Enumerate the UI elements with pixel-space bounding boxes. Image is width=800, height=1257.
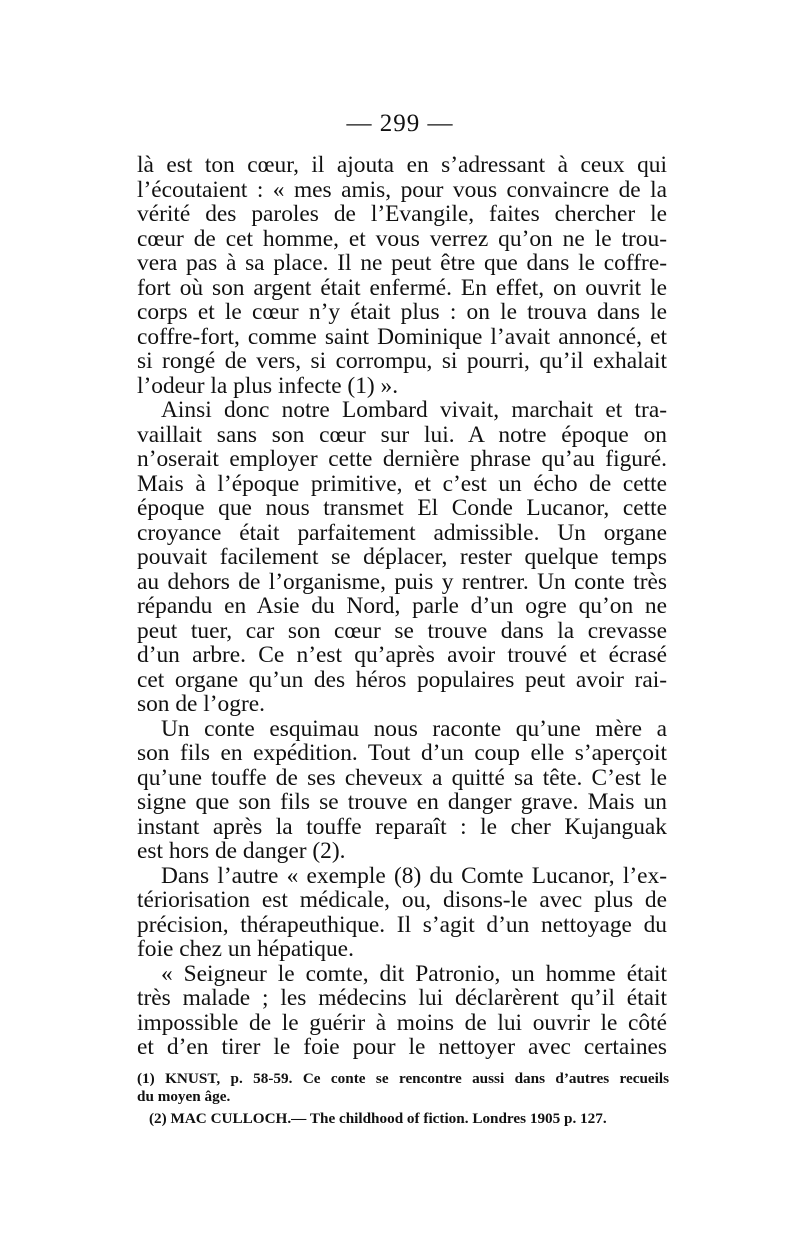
text-line: au dehors de l’organisme, puis y rentrer. Un conte très	[137, 568, 667, 595]
text-line: croyance était parfaitement admissible. Un organe	[137, 519, 667, 546]
text-line: Dans l’autre « exemple (8) du Comte Lucanor, l’ex-	[161, 862, 667, 889]
text-line: et d’en tirer le foie pour le nettoyer avec certaines	[137, 1034, 667, 1060]
text-line: époque que nous transmet El Conde Lucanor, cette	[137, 495, 667, 521]
text-line: pouvait facilement se déplacer, rester quelque temps	[137, 544, 667, 570]
text-line: répandu en Asie du Nord, parle d’un ogre qu’on ne	[137, 593, 667, 619]
text-line: vera pas à sa place. Il ne peut être que dans le coffre-	[137, 250, 667, 276]
text-line: son de l’ogre.	[137, 691, 265, 717]
text-line: n’oserait employer cette dernière phrase qu’au figuré.	[137, 446, 667, 472]
footnotes	[137, 1070, 669, 1128]
text-line: Ainsi donc notre Lombard vivait, marchait et tra-	[161, 397, 667, 423]
text-line: corps et le cœur n’y était plus : on le trouva dans le	[137, 299, 667, 325]
text-line: son fils en expédition. Tout d’un coup elle s’aperçoit	[137, 740, 667, 766]
text-line: « Seigneur le comte, dit Patronio, un homme était	[161, 960, 667, 987]
footnote-line: (1) KNUST, p. 58-59. Ce conte se rencontre aussi dans d’autres recueils	[137, 1070, 669, 1087]
page-number: — 299 —	[346, 110, 454, 137]
text-line: qu’une touffe de ses cheveux a quitté sa tête. C’est le	[137, 764, 667, 791]
text-line: tériorisation est médicale, ou, disons-le avec plus de	[137, 887, 667, 913]
text-line: d’un arbre. Ce n’est qu’après avoir trouvé et écrasé	[137, 642, 667, 668]
text-line: instant après la touffe reparaît : le cher Kujanguak	[137, 813, 667, 840]
text-line: si rongé de vers, si corrompu, si pourri, qu’il exhalait	[137, 348, 667, 374]
body-text	[137, 153, 667, 1060]
text-line: l’écoutaient : « mes amis, pour vous convaincre de la	[137, 176, 667, 203]
footnote-line: du moyen âge.	[137, 1088, 231, 1105]
text-line: peut tuer, car son cœur se trouve dans la crevasse	[137, 617, 667, 644]
text-line: Mais à l’époque primitive, et c’est un écho de cette	[137, 470, 667, 497]
text-line: signe que son fils se trouve en danger grave. Mais un	[137, 789, 667, 815]
text-line: précision, thérapeuthique. Il s’agit d’un nettoyage du	[137, 911, 667, 938]
text-line: l’odeur la plus infecte (1) ».	[137, 372, 399, 399]
text-line: est hors de danger (2).	[137, 838, 346, 864]
text-line: cœur de cet homme, et vous verrez qu’on ne le trou-	[137, 225, 667, 252]
text-line: impossible de le guérir à moins de lui ouvrir le côté	[137, 1009, 667, 1036]
text-line: là est ton cœur, il ajouta en s’adressant à ceux qui	[137, 152, 667, 178]
text-line: cet organe qu’un des héros populaires peut avoir rai-	[137, 666, 667, 693]
footnote-line: (2) MAC CULLOCH.— The childhood of fiction. Londres 1905 p. 127.	[149, 1110, 607, 1127]
text-line: vaillait sans son cœur sur lui. A notre époque on	[137, 421, 667, 448]
text-line: fort où son argent était enfermé. En effet, on ouvrit le	[137, 274, 667, 301]
text-line: très malade ; les médecins lui déclarèrent qu’il était	[137, 985, 667, 1011]
text-line: vérité des paroles de l’Evangile, faites chercher le	[137, 201, 667, 227]
text-line: foie chez un hépatique.	[137, 936, 354, 962]
text-line: Un conte esquimau nous raconte qu’une mère a	[161, 715, 667, 742]
text-line: coffre-fort, comme saint Dominique l’avait annoncé, et	[137, 323, 667, 350]
